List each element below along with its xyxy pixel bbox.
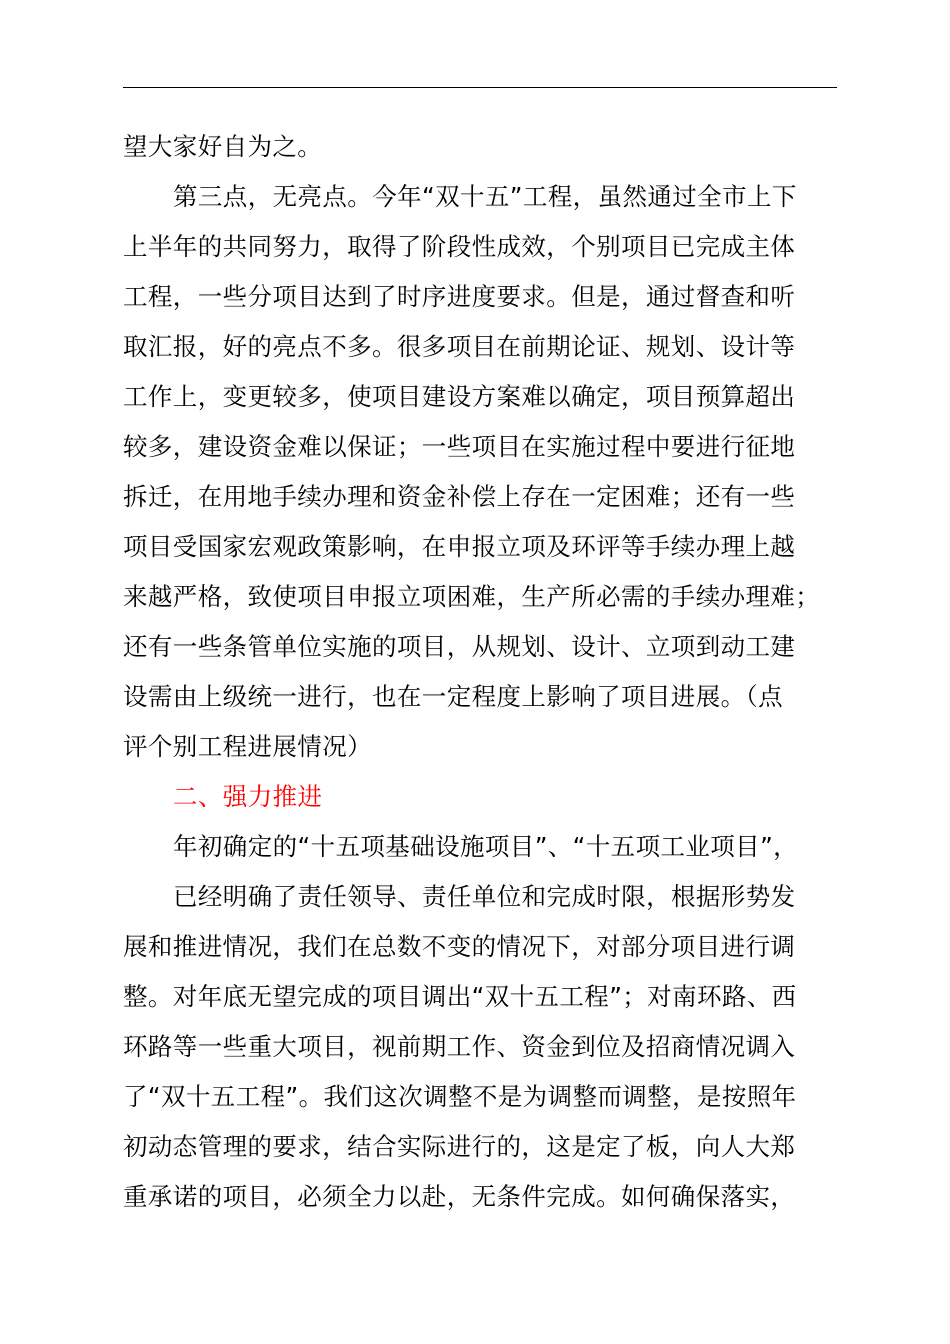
paragraph-start-line: 年初确定的“十五项基础设施项目”、“十五项工业项目”， [173,832,799,861]
paragraph-start-line: 已经明确了责任领导、责任单位和完成时限，根据形势发 [173,882,796,911]
text-line: 上半年的共同努力，取得了阶段性成效，个别项目已完成主体 [123,232,796,261]
text-line: 环路等一些重大项目，视前期工作、资金到位及招商情况调入 [123,1032,796,1061]
text-line: 重承诺的项目，必须全力以赴，无条件完成。如何确保落实， [123,1182,796,1211]
paragraph-start-line: 第三点，无亮点。今年“双十五”工程，虽然通过全市上下 [173,182,797,211]
text-line: 整。对年底无望完成的项目调出“双十五工程”；对南环路、西 [123,982,797,1011]
text-line: 设需由上级统一进行，也在一定程度上影响了项目进展。（点 [123,682,784,711]
text-line: 工作上，变更较多，使项目建设方案难以确定，项目预算超出 [123,382,796,411]
text-line: 了“双十五工程”。我们这次调整不是为调整而调整，是按照年 [123,1082,797,1111]
text-line: 望大家好自为之。 [123,132,323,161]
header-rule [123,87,837,88]
text-line: 较多，建设资金难以保证；一些项目在实施过程中要进行征地 [123,432,796,461]
text-line: 取汇报，好的亮点不多。很多项目在前期论证、规划、设计等 [123,332,796,361]
text-line: 初动态管理的要求，结合实际进行的，这是定了板，向人大郑 [123,1132,796,1161]
text-line: 拆迁，在用地手续办理和资金补偿上存在一定困难；还有一些 [123,482,796,511]
text-line: 项目受国家宏观政策影响，在申报立项及环评等手续办理上越 [123,532,796,561]
text-line: 还有一些条管单位实施的项目，从规划、设计、立项到动工建 [123,632,796,661]
text-line: 展和推进情况，我们在总数不变的情况下，对部分项目进行调 [123,932,796,961]
text-line: 评个别工程进展情况） [123,732,372,761]
text-line: 工程，一些分项目达到了时序进度要求。但是，通过督查和听 [123,282,796,311]
text-line: 来越严格，致使项目申报立项困难，生产所必需的手续办理难； [123,582,821,611]
document-body [123,122,858,1222]
section-heading: 二、强力推进 [173,782,323,811]
